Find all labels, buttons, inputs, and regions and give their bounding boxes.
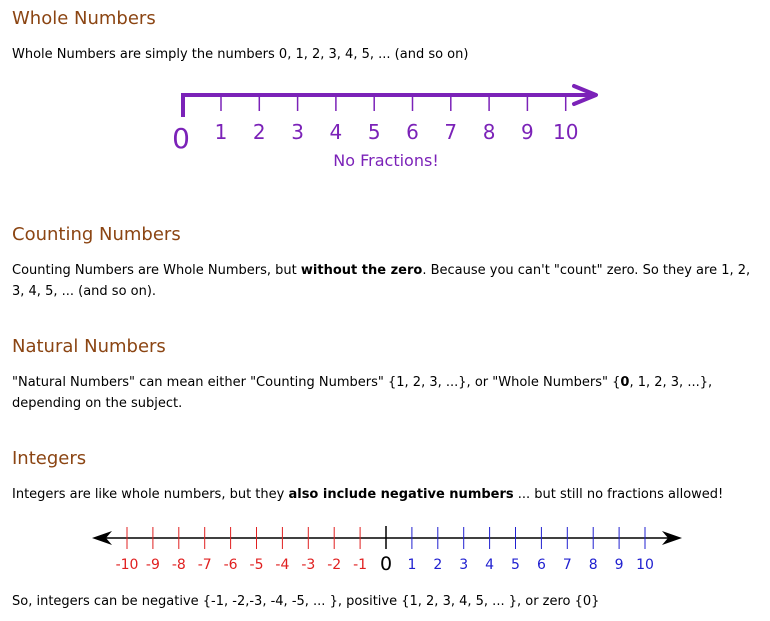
counting-text-b: . Because you can't "count" zero. So they are 1, 2, 3, 4, 5, ... (and so on).	[12, 263, 751, 299]
heading-natural-numbers: Natural Numbers	[12, 336, 166, 357]
integer-positive-label: 2	[433, 557, 443, 573]
integer-positive-label: 6	[536, 557, 546, 573]
integer-positive-label: 7	[562, 557, 572, 573]
integer-number-line	[0, 518, 770, 580]
natural-text-a: "Natural Numbers" can mean either "Counting Numbers" {1, 2, 3, ...}, or "Whole Numbers" {	[12, 375, 621, 390]
integers-closing-text: So, integers can be negative {-1, -2,-3, -4, -5, ... }, positive {1, 2, 3, 4, 5, ... }, or zero {0}	[12, 594, 600, 609]
counting-text-bold: without the zero	[300, 263, 423, 278]
integers-text-b: ... but still no fractions allowed!	[513, 487, 724, 502]
integer-negative-label: -8	[171, 557, 186, 573]
integer-positive-label: 3	[459, 557, 469, 573]
heading-integers: Integers	[12, 448, 87, 469]
integer-positive-label: 9	[614, 557, 624, 573]
integer-negative-label: -4	[275, 557, 290, 573]
integer-negative-label: -7	[197, 557, 212, 573]
heading-whole-numbers: Whole Numbers	[12, 8, 156, 29]
integer-negative-label: -10	[115, 557, 139, 573]
integer-negative-label: -5	[249, 557, 264, 573]
integer-positive-label: 5	[511, 557, 520, 573]
integer-negative-label: -9	[145, 557, 160, 573]
whole-tick-label: 6	[406, 120, 419, 144]
whole-zero-label: 0	[172, 122, 190, 155]
heading-counting-numbers: Counting Numbers	[12, 224, 181, 245]
integer-negative-label: -6	[223, 557, 238, 573]
integer-positive-label: 4	[485, 557, 495, 573]
integers-text	[12, 484, 764, 505]
integers-text-a: Integers are like whole numbers, but they	[12, 487, 289, 502]
natural-text-bold: 0	[620, 375, 630, 390]
natural-numbers-text	[12, 372, 764, 414]
integer-zero-label: 0	[379, 553, 393, 575]
integer-positive-label: 1	[407, 557, 417, 573]
whole-number-line	[0, 80, 770, 175]
counting-numbers-text	[12, 260, 764, 302]
whole-tick-label: 4	[329, 120, 343, 144]
whole-tick-label: 5	[367, 120, 381, 144]
natural-text-b: , 1, 2, 3, ...}, depending on the subject.	[12, 375, 713, 411]
integer-positive-label: 10	[636, 557, 654, 573]
whole-tick-label: 9	[521, 120, 534, 144]
integer-negative-label: -3	[301, 557, 316, 573]
whole-tick-label: 8	[482, 120, 496, 144]
whole-numbers-text: Whole Numbers are simply the numbers 0, 1, 2, 3, 4, 5, ... (and so on)	[12, 47, 469, 62]
counting-text-a: Counting Numbers are Whole Numbers, but	[12, 263, 301, 278]
whole-tick-label: 2	[252, 120, 266, 144]
whole-tick-label: 10	[552, 120, 579, 144]
integers-text-bold: also include negative numbers	[288, 487, 514, 502]
whole-caption: No Fractions!	[333, 151, 439, 170]
integer-negative-label: -1	[353, 557, 368, 573]
whole-tick-label: 3	[291, 120, 304, 144]
integer-positive-label: 8	[588, 557, 598, 573]
whole-tick-label: 1	[214, 120, 228, 144]
whole-tick-label: 7	[444, 120, 458, 144]
integer-negative-label: -2	[327, 557, 342, 573]
